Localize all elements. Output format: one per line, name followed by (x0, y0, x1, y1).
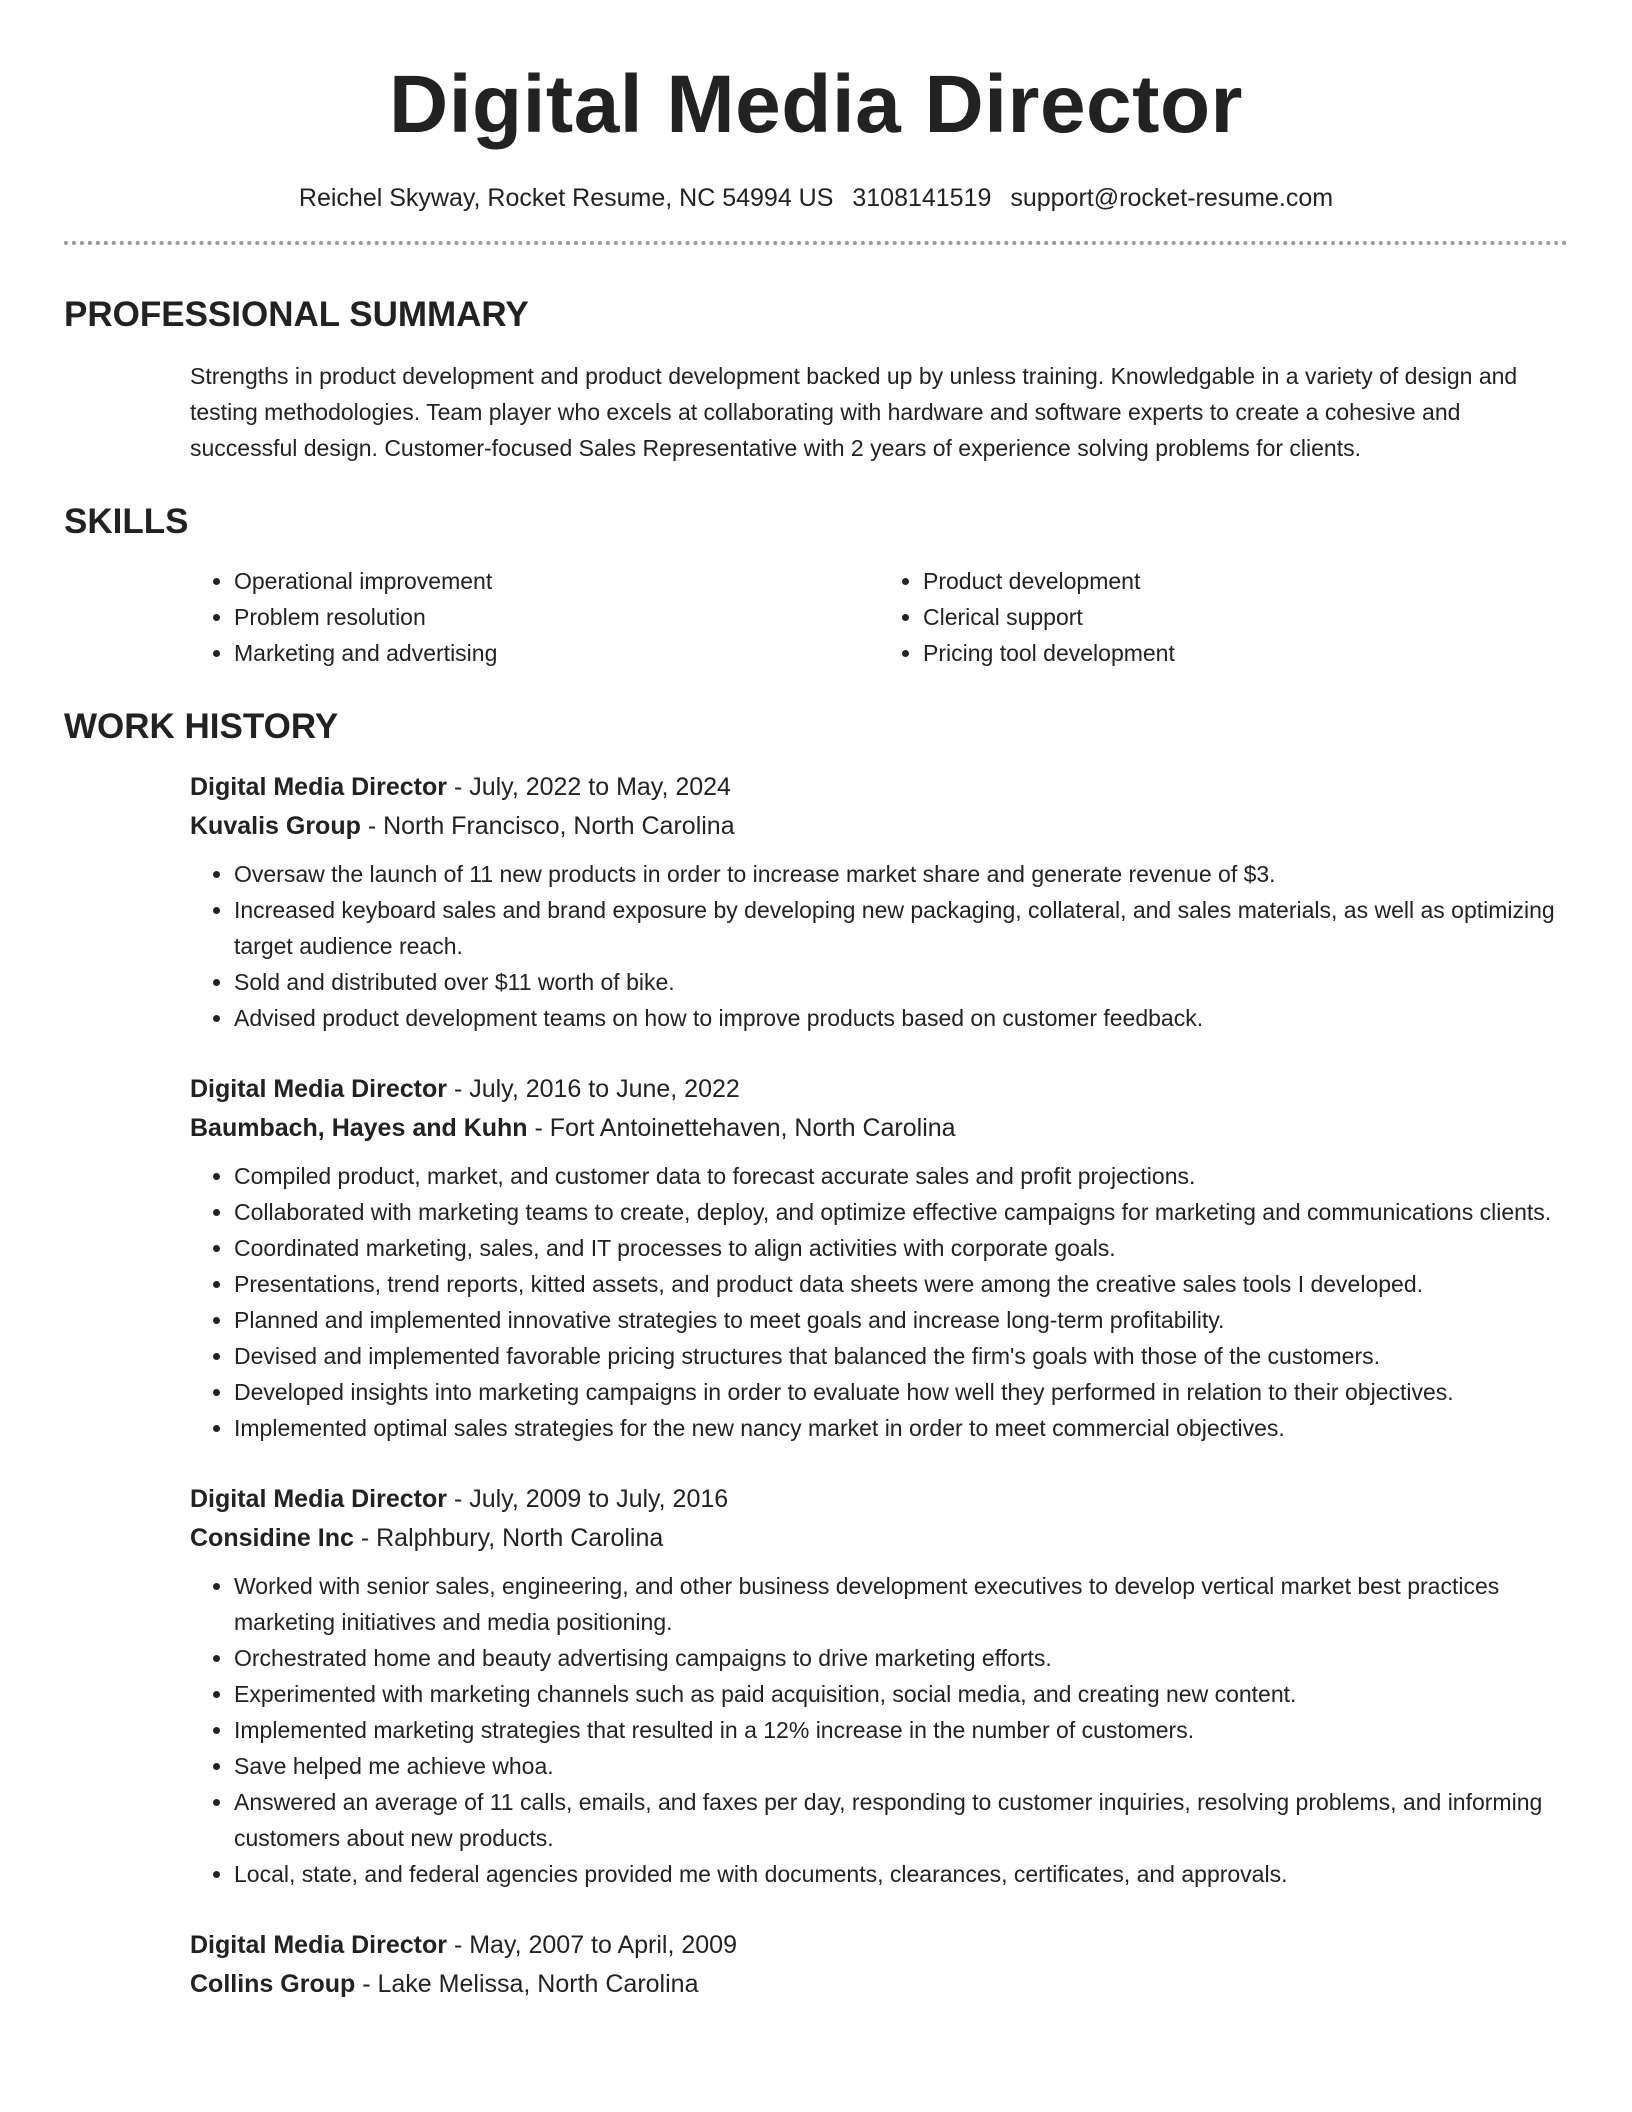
job-bullet: • Oversaw the launch of 11 new products in order to increase market share and generate revenue of $3. (234, 856, 1568, 892)
job-bullet: • Worked with senior sales, engineering, and other business development executives to develop vertical market best practices marketing initiatives and media positioning. (234, 1568, 1568, 1640)
job-role: Digital Media Director (190, 1931, 447, 1959)
job-bullet: • Implemented marketing strategies that resulted in a 12% increase in the number of customers. (234, 1712, 1568, 1748)
contact-address: Reichel Skyway, Rocket Resume, NC 54994 US (298, 184, 834, 212)
header-divider (64, 241, 1568, 245)
skill-item: • Marketing and advertising (234, 635, 879, 671)
job-bullets (190, 856, 1568, 1036)
job-role: Digital Media Director (190, 1485, 447, 1513)
job-company: Baumbach, Hayes and Kuhn (190, 1114, 528, 1142)
job-dates: - July, 2022 to May, 2024 (447, 773, 731, 801)
job-dates: - July, 2009 to July, 2016 (447, 1485, 729, 1513)
job-bullet: • Sold and distributed over $11 worth of bike. (234, 964, 1568, 1000)
job-bullet: • Advised product development teams on how to improve products based on customer feedback. (234, 1000, 1568, 1036)
job-title-line (190, 1926, 1568, 1965)
skills-column-right (879, 563, 1568, 671)
skill-item: • Problem resolution (234, 599, 879, 635)
job-dates: - May, 2007 to April, 2009 (447, 1931, 737, 1959)
job-location: - North Francisco, North Carolina (360, 812, 735, 840)
job-entry (190, 1070, 1568, 1446)
skill-item: • Product development (923, 563, 1568, 599)
skills-heading: SKILLS (64, 502, 189, 541)
job-bullet: • Collaborated with marketing teams to create, deploy, and optimize effective campaigns for marketing and communications clients. (234, 1194, 1568, 1230)
skill-item: • Pricing tool development (923, 635, 1568, 671)
job-bullet: • Coordinated marketing, sales, and IT processes to align activities with corporate goals. (234, 1230, 1568, 1266)
job-company: Considine Inc (190, 1524, 354, 1552)
job-bullets (190, 1158, 1568, 1446)
job-title-line (190, 1480, 1568, 1519)
job-location: - Ralphbury, North Carolina (353, 1524, 664, 1552)
page-title: Digital Media Director (389, 59, 1243, 150)
job-company-line (190, 1519, 1568, 1558)
job-entry (190, 768, 1568, 1036)
job-bullet: • Local, state, and federal agencies provided me with documents, clearances, certificates, and approvals. (234, 1856, 1568, 1892)
skills-list (190, 563, 1568, 671)
job-company-line (190, 1965, 1568, 2004)
job-bullets (190, 1568, 1568, 1892)
job-company: Kuvalis Group (190, 812, 361, 840)
contact-line (64, 184, 1568, 213)
skill-item: • Operational improvement (234, 563, 879, 599)
job-location: - Fort Antoinettehaven, North Carolina (527, 1114, 956, 1142)
skills-column-left (190, 563, 879, 671)
job-title-line (190, 1070, 1568, 1109)
job-bullet: • Implemented optimal sales strategies for the new nancy market in order to meet commercial objectives. (234, 1410, 1568, 1446)
summary-heading: PROFESSIONAL SUMMARY (64, 295, 529, 334)
job-bullet: • Devised and implemented favorable pricing structures that balanced the firm's goals with those of the customers. (234, 1338, 1568, 1374)
job-entry (190, 1480, 1568, 1892)
job-bullet: • Experimented with marketing channels such as paid acquisition, social media, and creating new content. (234, 1676, 1568, 1712)
contact-phone: 3108141519 (852, 184, 992, 212)
job-bullet: • Answered an average of 11 calls, emails, and faxes per day, responding to customer inquiries, resolving problems, and informing customers about new products. (234, 1784, 1568, 1856)
job-dates: - July, 2016 to June, 2022 (447, 1075, 740, 1103)
job-company-line (190, 807, 1568, 846)
job-location: - Lake Melissa, North Carolina (355, 1970, 699, 1998)
job-company-line (190, 1109, 1568, 1148)
job-role: Digital Media Director (190, 1075, 447, 1103)
job-company: Collins Group (190, 1970, 356, 1998)
contact-email: support@rocket-resume.com (1010, 184, 1334, 212)
work-history-heading: WORK HISTORY (64, 707, 339, 746)
job-bullet: • Planned and implemented innovative strategies to meet goals and increase long-term profitability. (234, 1302, 1568, 1338)
job-bullet: • Presentations, trend reports, kitted assets, and product data sheets were among the creative sales tools I developed. (234, 1266, 1568, 1302)
job-title-line (190, 768, 1568, 807)
skill-item: • Clerical support (923, 599, 1568, 635)
job-bullet: • Compiled product, market, and customer data to forecast accurate sales and profit projections. (234, 1158, 1568, 1194)
job-bullet: • Orchestrated home and beauty advertising campaigns to drive marketing efforts. (234, 1640, 1568, 1676)
job-bullet: • Developed insights into marketing campaigns in order to evaluate how well they performed in relation to their objectives. (234, 1374, 1568, 1410)
job-entry (190, 1926, 1568, 2004)
summary-text: Strengths in product development and product development backed up by unless training. Knowledgable in a variety of design and testing methodologies. Team player who excels at collaborating with hardware and software experts to create a cohesive and successful design. Customer-focused Sales Representative with 2 years of experience solving problems for clients. (190, 363, 1518, 461)
job-role: Digital Media Director (190, 773, 447, 801)
job-bullet: • Increased keyboard sales and brand exposure by developing new packaging, collateral, and sales materials, as well as optimizing target audience reach. (234, 892, 1568, 964)
job-bullet: • Save helped me achieve whoa. (234, 1748, 1568, 1784)
